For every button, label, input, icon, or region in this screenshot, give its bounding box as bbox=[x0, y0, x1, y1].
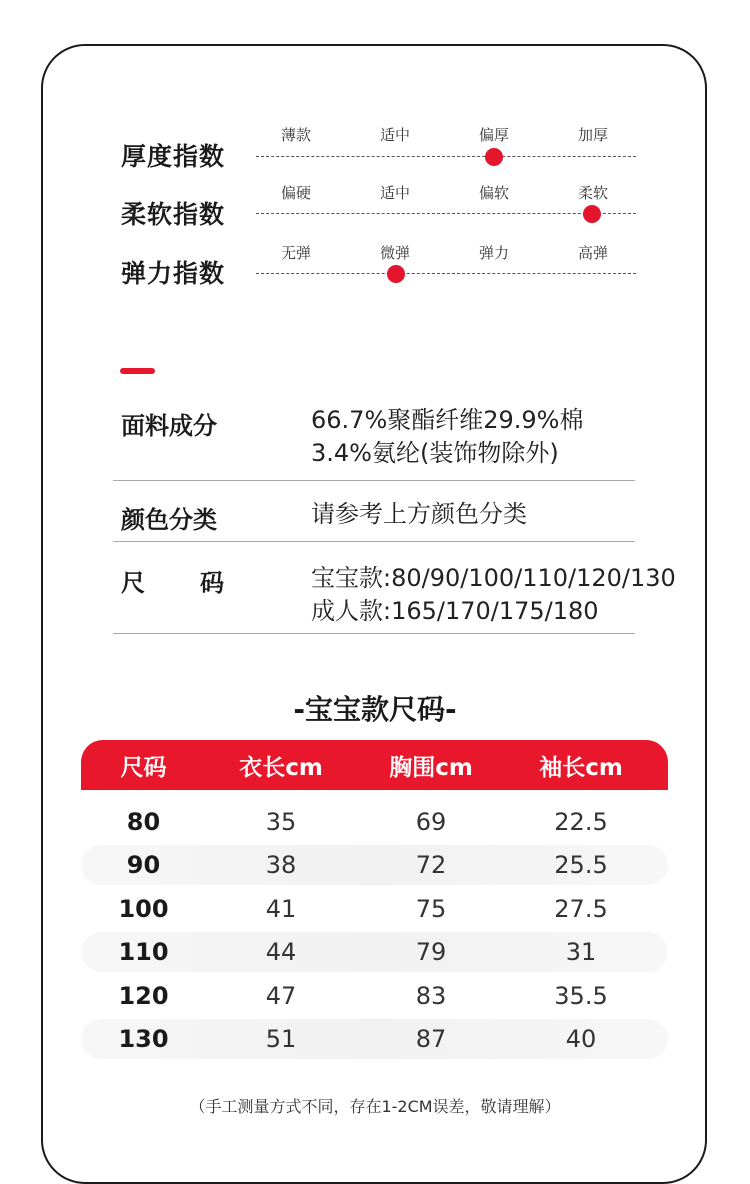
measurement-note: （手工测量方式不同，存在1-2CM误差，敬请理解） bbox=[189, 1097, 561, 1116]
softness-option-soft: 柔软 bbox=[577, 184, 608, 202]
cell-length: 41 bbox=[265, 895, 297, 923]
cell-chest: 83 bbox=[415, 982, 447, 1010]
softness-index-title: 柔软指数 bbox=[121, 200, 226, 229]
cell-length: 51 bbox=[265, 1025, 297, 1053]
cell-sleeve: 27.5 bbox=[554, 895, 608, 923]
softness-option-softish: 偏软 bbox=[478, 184, 509, 202]
cell-size: 120 bbox=[118, 982, 169, 1010]
table-row bbox=[81, 932, 668, 972]
header-chest: 胸围cm bbox=[389, 754, 473, 781]
elasticity-scale-line bbox=[256, 273, 636, 274]
thickness-option-thin: 薄款 bbox=[280, 126, 311, 144]
softness-option-medium: 适中 bbox=[379, 184, 410, 202]
divider bbox=[113, 633, 635, 634]
thickness-indicator-dot bbox=[485, 148, 503, 166]
cell-chest: 72 bbox=[415, 851, 447, 879]
cell-size: 110 bbox=[118, 938, 169, 966]
fabric-label: 面料成分 bbox=[121, 412, 217, 440]
elasticity-indicator-dot bbox=[387, 265, 405, 283]
thickness-option-thick: 加厚 bbox=[577, 126, 608, 144]
cell-chest: 79 bbox=[415, 938, 447, 966]
elasticity-option-elastic: 弹力 bbox=[478, 244, 509, 262]
size-value-line2: 成人款:165/170/175/180 bbox=[311, 597, 599, 625]
header-sleeve: 袖长cm bbox=[539, 754, 623, 781]
table-row bbox=[81, 1019, 668, 1059]
fabric-value-line2: 3.4%氨纶(装饰物除外) bbox=[311, 439, 559, 467]
cell-sleeve: 25.5 bbox=[554, 851, 608, 879]
cell-length: 38 bbox=[265, 851, 297, 879]
cell-length: 35 bbox=[265, 808, 297, 836]
cell-length: 47 bbox=[265, 982, 297, 1010]
fabric-value-line1: 66.7%聚酯纤维29.9%棉 bbox=[311, 406, 584, 434]
divider bbox=[113, 480, 635, 481]
divider bbox=[113, 541, 635, 542]
thickness-option-thickish: 偏厚 bbox=[478, 126, 509, 144]
cell-chest: 69 bbox=[415, 808, 447, 836]
cell-length: 44 bbox=[265, 938, 297, 966]
thickness-option-medium: 适中 bbox=[379, 126, 410, 144]
header-size: 尺码 bbox=[120, 754, 167, 781]
cell-size: 100 bbox=[118, 895, 169, 923]
elasticity-index-title: 弹力指数 bbox=[121, 259, 226, 288]
cell-size: 90 bbox=[126, 851, 161, 879]
table-row bbox=[81, 802, 668, 842]
cell-sleeve: 22.5 bbox=[554, 808, 608, 836]
section-accent-bar bbox=[120, 368, 155, 374]
softness-option-hard: 偏硬 bbox=[280, 184, 311, 202]
size-table-header bbox=[81, 740, 668, 790]
thickness-index-title: 厚度指数 bbox=[121, 142, 226, 171]
size-value-line1: 宝宝款:80/90/100/110/120/130 bbox=[311, 564, 676, 592]
table-row bbox=[81, 845, 668, 885]
cell-chest: 87 bbox=[415, 1025, 447, 1053]
softness-scale-line bbox=[256, 213, 636, 214]
size-label: 尺码 bbox=[121, 569, 279, 597]
cell-sleeve: 35.5 bbox=[554, 982, 608, 1010]
color-value: 请参考上方颜色分类 bbox=[311, 500, 527, 528]
header-length: 衣长cm bbox=[239, 754, 323, 781]
elasticity-option-none: 无弹 bbox=[280, 244, 311, 262]
table-row bbox=[81, 976, 668, 1016]
softness-indicator-dot bbox=[583, 205, 601, 223]
cell-size: 80 bbox=[126, 808, 161, 836]
cell-size: 130 bbox=[118, 1025, 169, 1053]
cell-sleeve: 40 bbox=[565, 1025, 597, 1053]
elasticity-option-high: 高弹 bbox=[577, 244, 608, 262]
size-table-title: -宝宝款尺码- bbox=[293, 693, 457, 726]
cell-chest: 75 bbox=[415, 895, 447, 923]
cell-sleeve: 31 bbox=[565, 938, 597, 966]
table-row bbox=[81, 889, 668, 929]
thickness-scale-line bbox=[256, 156, 636, 157]
color-label: 颜色分类 bbox=[121, 506, 217, 534]
elasticity-option-slight: 微弹 bbox=[379, 244, 410, 262]
